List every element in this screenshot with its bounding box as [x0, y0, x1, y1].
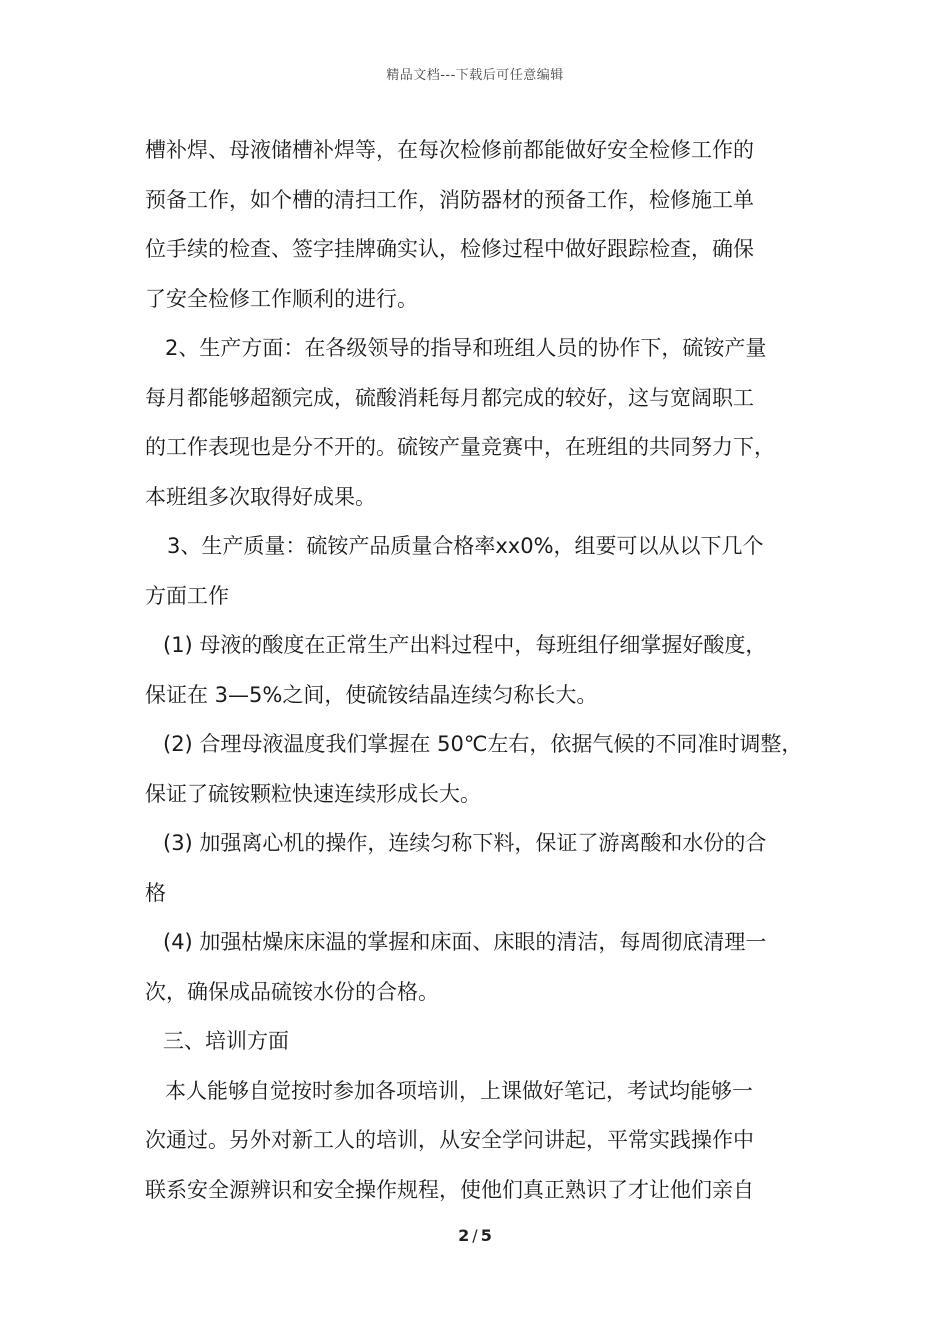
current-page: 2: [458, 1226, 470, 1245]
text-line: (2) 合理母液温度我们掌握在 50℃左右，依据气候的不同准时调整，: [163, 732, 803, 756]
text-line: 2、生产方面：在各级领导的指导和班组人员的协作下，硫铵产量: [165, 336, 767, 360]
total-pages: 5: [480, 1226, 492, 1245]
text-line: 3、生产质量：硫铵产品质量合格率xx0%，组要可以从以下几个: [167, 534, 764, 558]
text-line: 预备工作，如个槽的清扫工作，消防器材的预备工作，检修施工单: [145, 187, 754, 212]
text-line: 格: [145, 880, 166, 905]
text-line: (1) 母液的酸度在正常生产出料过程中，每班组仔细掌握好酸度，: [163, 633, 767, 657]
text-line: 本人能够自觉按时参加各项培训，上课做好笔记，考试均能够一: [165, 1078, 753, 1103]
text-line: 位手续的检查、签字挂牌确实认，检修过程中做好跟踪检查，确保: [145, 237, 754, 261]
text-line: 了安全检修工作顺利的进行。: [145, 286, 418, 311]
text-line: 联系安全源辨识和安全操作规程，使他们真正熟识了才让他们亲自: [145, 1177, 754, 1202]
text-line: 三、培训方面: [163, 1029, 289, 1053]
page-number: [0, 1226, 950, 1245]
page-header: 精品文档---下载后可任意编辑: [386, 68, 564, 83]
text-line: 的工作表现也是分不开的。硫铵产量竞赛中，在班组的共同努力下，: [145, 435, 775, 459]
text-line: 槽补焊、母液储槽补焊等，在每次检修前都能做好安全检修工作的: [145, 138, 754, 162]
text-line: 次通过。另外对新工人的培训，从安全学问讲起，平常实践操作中: [145, 1128, 754, 1152]
text-line: 每月都能够超额完成，硫酸消耗每月都完成的较好，这与宽阔职工: [145, 385, 754, 410]
text-line: (3) 加强离心机的操作，连续匀称下料，保证了游离酸和水份的合: [163, 831, 767, 855]
page-separator: /: [472, 1226, 478, 1245]
text-line: 本班组多次取得好成果。: [145, 484, 376, 509]
text-line: 保证了硫铵颗粒快速连续形成长大。: [145, 781, 481, 806]
text-line: 方面工作: [145, 583, 229, 608]
text-line: 次，确保成品硫铵水份的合格。: [145, 979, 439, 1004]
text-line: 保证在 3—5%之间，使硫铵结晶连续匀称长大。: [145, 682, 598, 707]
text-line: (4) 加强枯燥床床温的掌握和床面、床眼的清洁，每周彻底清理一: [163, 930, 767, 954]
document-body: [145, 126, 820, 1215]
